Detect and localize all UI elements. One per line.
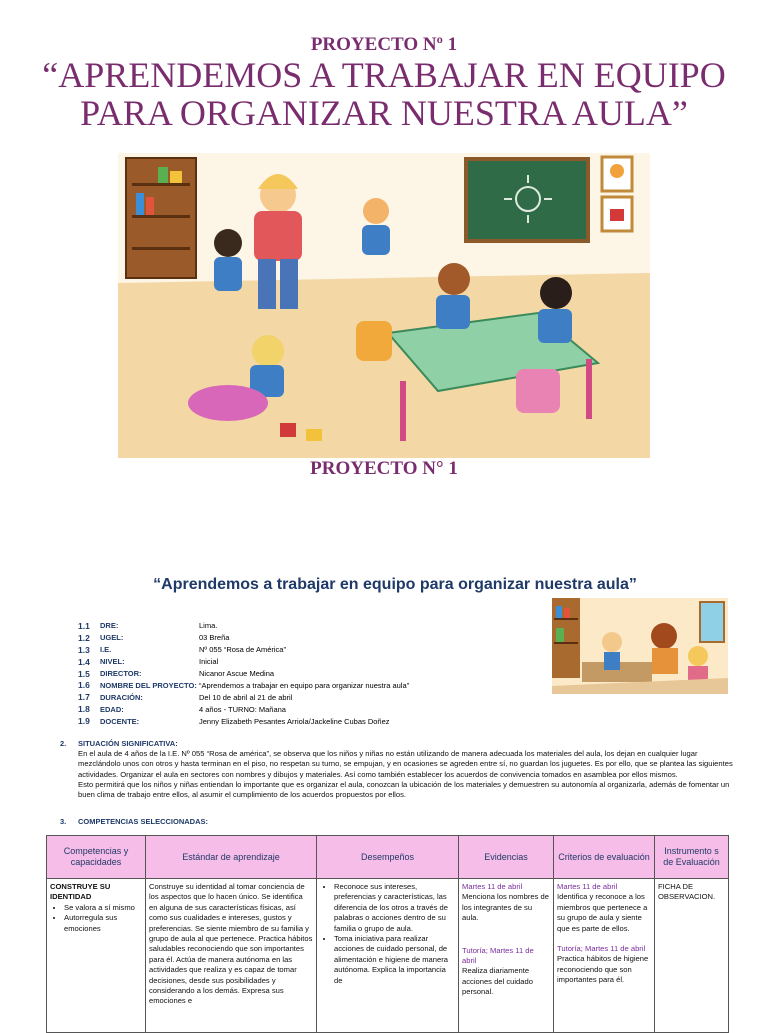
info-row: 1.5 DIRECTOR: Nicanor Ascue Medina xyxy=(78,668,275,679)
criteria-text: Practica hábitos de higiene reconociendo que son importantes para él. xyxy=(557,954,649,985)
info-row: 1.8 EDAD: 4 años - TURNO: Mañana xyxy=(78,704,286,715)
situation-paragraph: Esto permitirá que los niños y niñas entiendan lo importante que es organizar el aula, conozcan la ubicación de los materiales y demuestren su autonomía al organizarla, además de fomentar un buen clima de trabajo entre ellos, al asumir el cumplimiento de los acuerdos propuestos por ellos. xyxy=(78,779,730,800)
table-header: Instrumento s de Evaluación xyxy=(655,836,729,879)
table-row xyxy=(47,879,729,1033)
info-row: 1.7 DURACIÓN: Del 10 de abril al 21 de abril xyxy=(78,692,293,703)
main-title xyxy=(0,56,768,132)
instrument-cell: FICHA DE OBSERVACION. xyxy=(655,879,729,1033)
evidence-text: Realiza diariamente acciones del cuidado personal. xyxy=(462,966,533,997)
project-subtitle: “Aprendemos a trabajar en equipo para organizar nuestra aula” xyxy=(153,576,637,593)
info-row: 1.3 I.E. Nº 055 “Rosa de América” xyxy=(78,644,286,655)
table-header-row xyxy=(47,836,729,879)
table-header: Competencias y capacidades xyxy=(47,836,146,879)
project-label: PROYECTO Nº 1 xyxy=(310,34,458,55)
section-3-title: COMPETENCIAS SELECCIONADAS: xyxy=(78,817,209,826)
performance-item: • Toma iniciativa para realizar acciones de cuidado personal, de alimentación e higiene de manera autónoma. Explica la importancia de xyxy=(334,934,455,986)
evidence-date: Tutoría; Martes 11 de abril xyxy=(462,945,534,966)
info-row: 1.4 NIVEL: Inicial xyxy=(78,656,219,667)
table-header: Evidencias xyxy=(459,836,554,879)
section-3-number: 3. xyxy=(60,817,67,826)
performance-item: • Reconoce sus intereses, preferencias y características, las diferencia de los otros a través de palabras o acciones dentro de su familia o grupo de aula. xyxy=(334,882,455,934)
competency-cell xyxy=(47,879,146,1033)
classroom-illustration xyxy=(118,153,650,458)
info-row: 1.1 DRE: Lima. xyxy=(78,620,218,631)
competencies-table xyxy=(46,835,729,1033)
section-2-body xyxy=(78,749,738,800)
section-2-number: 2. xyxy=(60,739,67,748)
evidence-date: Martes 11 de abril xyxy=(462,882,523,891)
title-line-1: “APRENDEMOS A TRABAJAR EN EQUIPO xyxy=(42,55,726,95)
capacity-item: • Autorregula sus emociones xyxy=(64,913,142,934)
criteria-date: Martes 11 de abril xyxy=(557,882,618,891)
info-row: 1.9 DOCENTE: Jenny Elizabeth Pesantes Arriola/Jackeline Cubas Doñez xyxy=(78,716,390,727)
general-info-list xyxy=(78,620,409,727)
situation-paragraph: En el aula de 4 años de la I.E. Nº 055 “Rosa de américa”, se observa que los niños y niñas no están utilizando de manera adecuada los materiales del aula, los dejan en cualquier lugar mezclándolo unos con otros y hasta terminan en el piso, no respetan su turno, se empujan, y en ocasiones se agreden entre sí, no guardan los juguetes. Es por ello, que se plantea las siguientes actividades. Organizar el aula en sectores con nombres y dibujos y materiales. Así como también establecer los acuerdos de convivencia tomados en asamblea por ellos mismos. xyxy=(78,749,733,779)
evidence-text: Menciona los nombres de los integrantes de su aula. xyxy=(462,892,549,923)
capacity-item: • Se valora a sí mismo xyxy=(64,903,142,913)
competency-title: CONSTRUYE SU IDENTIDAD xyxy=(50,882,111,902)
project-label-secondary: PROYECTO N° 1 xyxy=(310,458,458,479)
table-header: Desempeños xyxy=(317,836,459,879)
info-row: 1.6 NOMBRE DEL PROYECTO: “Aprendemos a trabajar en equipo para organizar nuestra aula” xyxy=(78,680,410,691)
title-line-2: PARA ORGANIZAR NUESTRA AULA” xyxy=(80,93,688,133)
performance-cell xyxy=(317,879,459,1033)
criteria-text: Identifica y reconoce a los miembros que pertenece a su grupo de aula y siente que es parte de ellos. xyxy=(557,892,648,933)
table-header: Estándar de aprendizaje xyxy=(146,836,317,879)
standard-cell: Construye su identidad al tomar conciencia de los aspectos que lo hacen único. Se identifica en alguna de sus características físicas, así como sus cualidades e intereses, gustos y preferencias. Se siente miembro de su familia y grupo de aula al que pertenece. Practica hábitos saludables reconociendo que son importantes para él. Actúa de manera autónoma en las actividades que realiza y es capaz de tomar decisiones, desde sus posibilidades y considerando a los demás. Expresa sus emociones e xyxy=(146,879,317,1033)
criteria-cell xyxy=(554,879,655,1033)
section-2-title: SITUACIÓN SIGNIFICATIVA: xyxy=(78,739,178,748)
evidence-cell xyxy=(459,879,554,1033)
info-row: 1.2 UGEL: 03 Breña xyxy=(78,632,230,643)
classroom-small-illustration xyxy=(552,598,728,694)
criteria-date: Tutoría; Martes 11 de abril xyxy=(557,944,646,954)
table-header: Criterios de evaluación xyxy=(554,836,655,879)
